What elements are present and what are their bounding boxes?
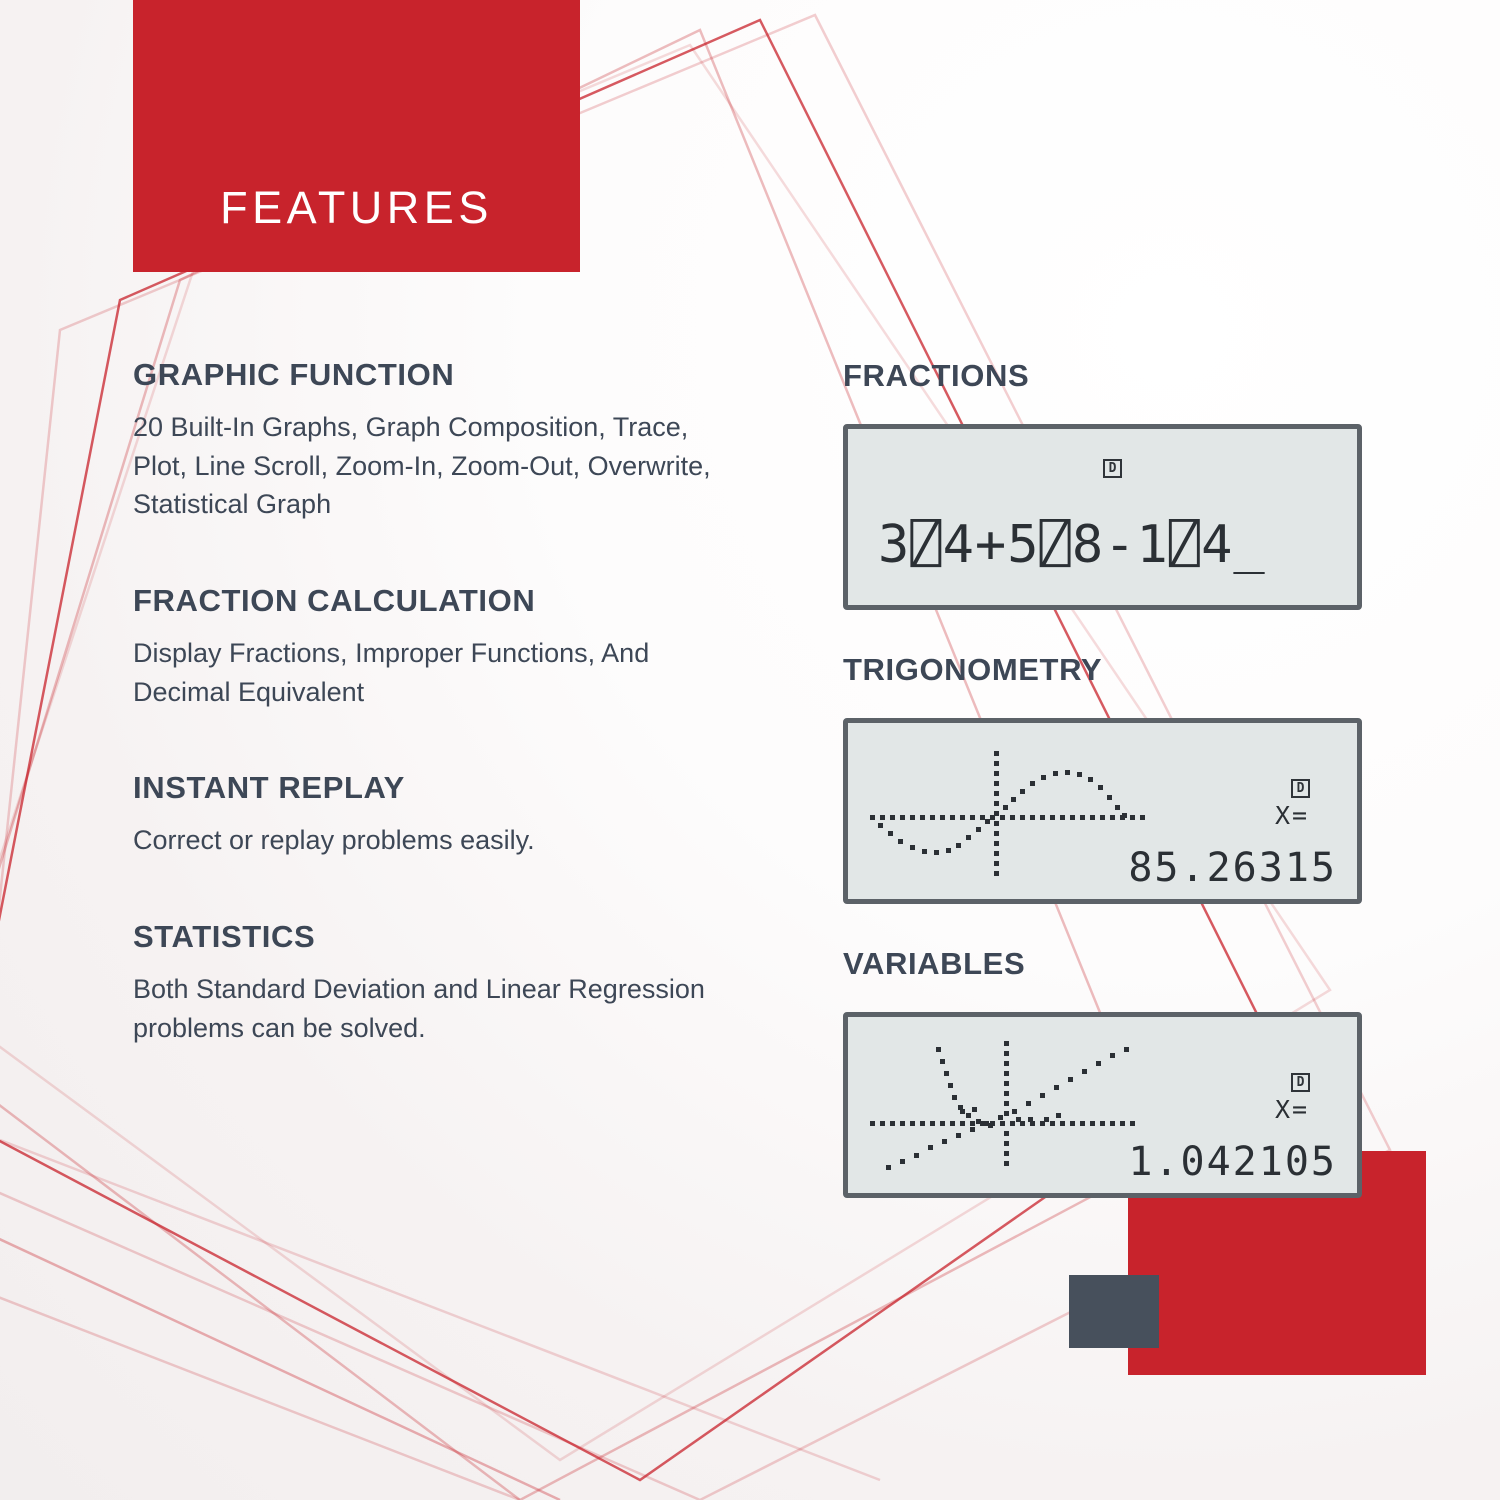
mode-badge-icon: D	[1291, 779, 1310, 798]
feature-fractions	[843, 358, 1373, 610]
feature-title: TRIGONOMETRY	[843, 652, 1103, 687]
feature-body: Correct or replay problems easily.	[133, 825, 535, 856]
feature-body: Display Fractions, Improper Functions, And Decimal Equivalent	[133, 638, 650, 707]
feature-title: FRACTIONS	[843, 358, 1030, 393]
right-feature-column	[843, 358, 1373, 1240]
feature-graphic-function	[133, 358, 733, 524]
features-header-block	[133, 0, 580, 272]
calculator-screen-variables	[843, 1012, 1362, 1198]
feature-variables	[843, 946, 1373, 1198]
feature-body: Both Standard Deviation and Linear Regression problems can be solved.	[133, 974, 705, 1043]
feature-statistics	[133, 920, 733, 1047]
lcd-result: 1.042105	[1128, 1139, 1337, 1185]
feature-title: STATISTICS	[133, 918, 316, 954]
feature-instant-replay	[133, 771, 733, 860]
left-feature-column	[133, 358, 733, 1091]
mode-badge-icon: D	[1291, 1073, 1310, 1092]
mode-badge-icon: D	[1103, 459, 1122, 478]
feature-title: GRAPHIC FUNCTION	[133, 357, 455, 392]
feature-body: 20 Built-In Graphs, Graph Composition, Trace, Plot, Line Scroll, Zoom-In, Zoom-Out, Overwrite, Statistical Graph	[133, 412, 711, 520]
lcd-x-label: X=	[1275, 801, 1310, 830]
lcd-expression: 3⍁4+5⍁8-1⍁4_	[878, 515, 1266, 575]
feature-title: FRACTION CALCULATION	[133, 582, 536, 618]
feature-title: INSTANT REPLAY	[133, 770, 405, 806]
feature-trigonometry	[843, 652, 1373, 904]
lcd-x-label: X=	[1275, 1095, 1310, 1124]
feature-title: VARIABLES	[843, 946, 1026, 981]
decorative-dark-square	[1069, 1275, 1159, 1348]
calculator-screen-trigonometry	[843, 718, 1362, 904]
page-title: FEATURES	[220, 182, 493, 233]
feature-fraction-calculation	[133, 584, 733, 711]
lcd-result: 85.26315	[1128, 845, 1337, 891]
calculator-screen-fractions	[843, 424, 1362, 610]
